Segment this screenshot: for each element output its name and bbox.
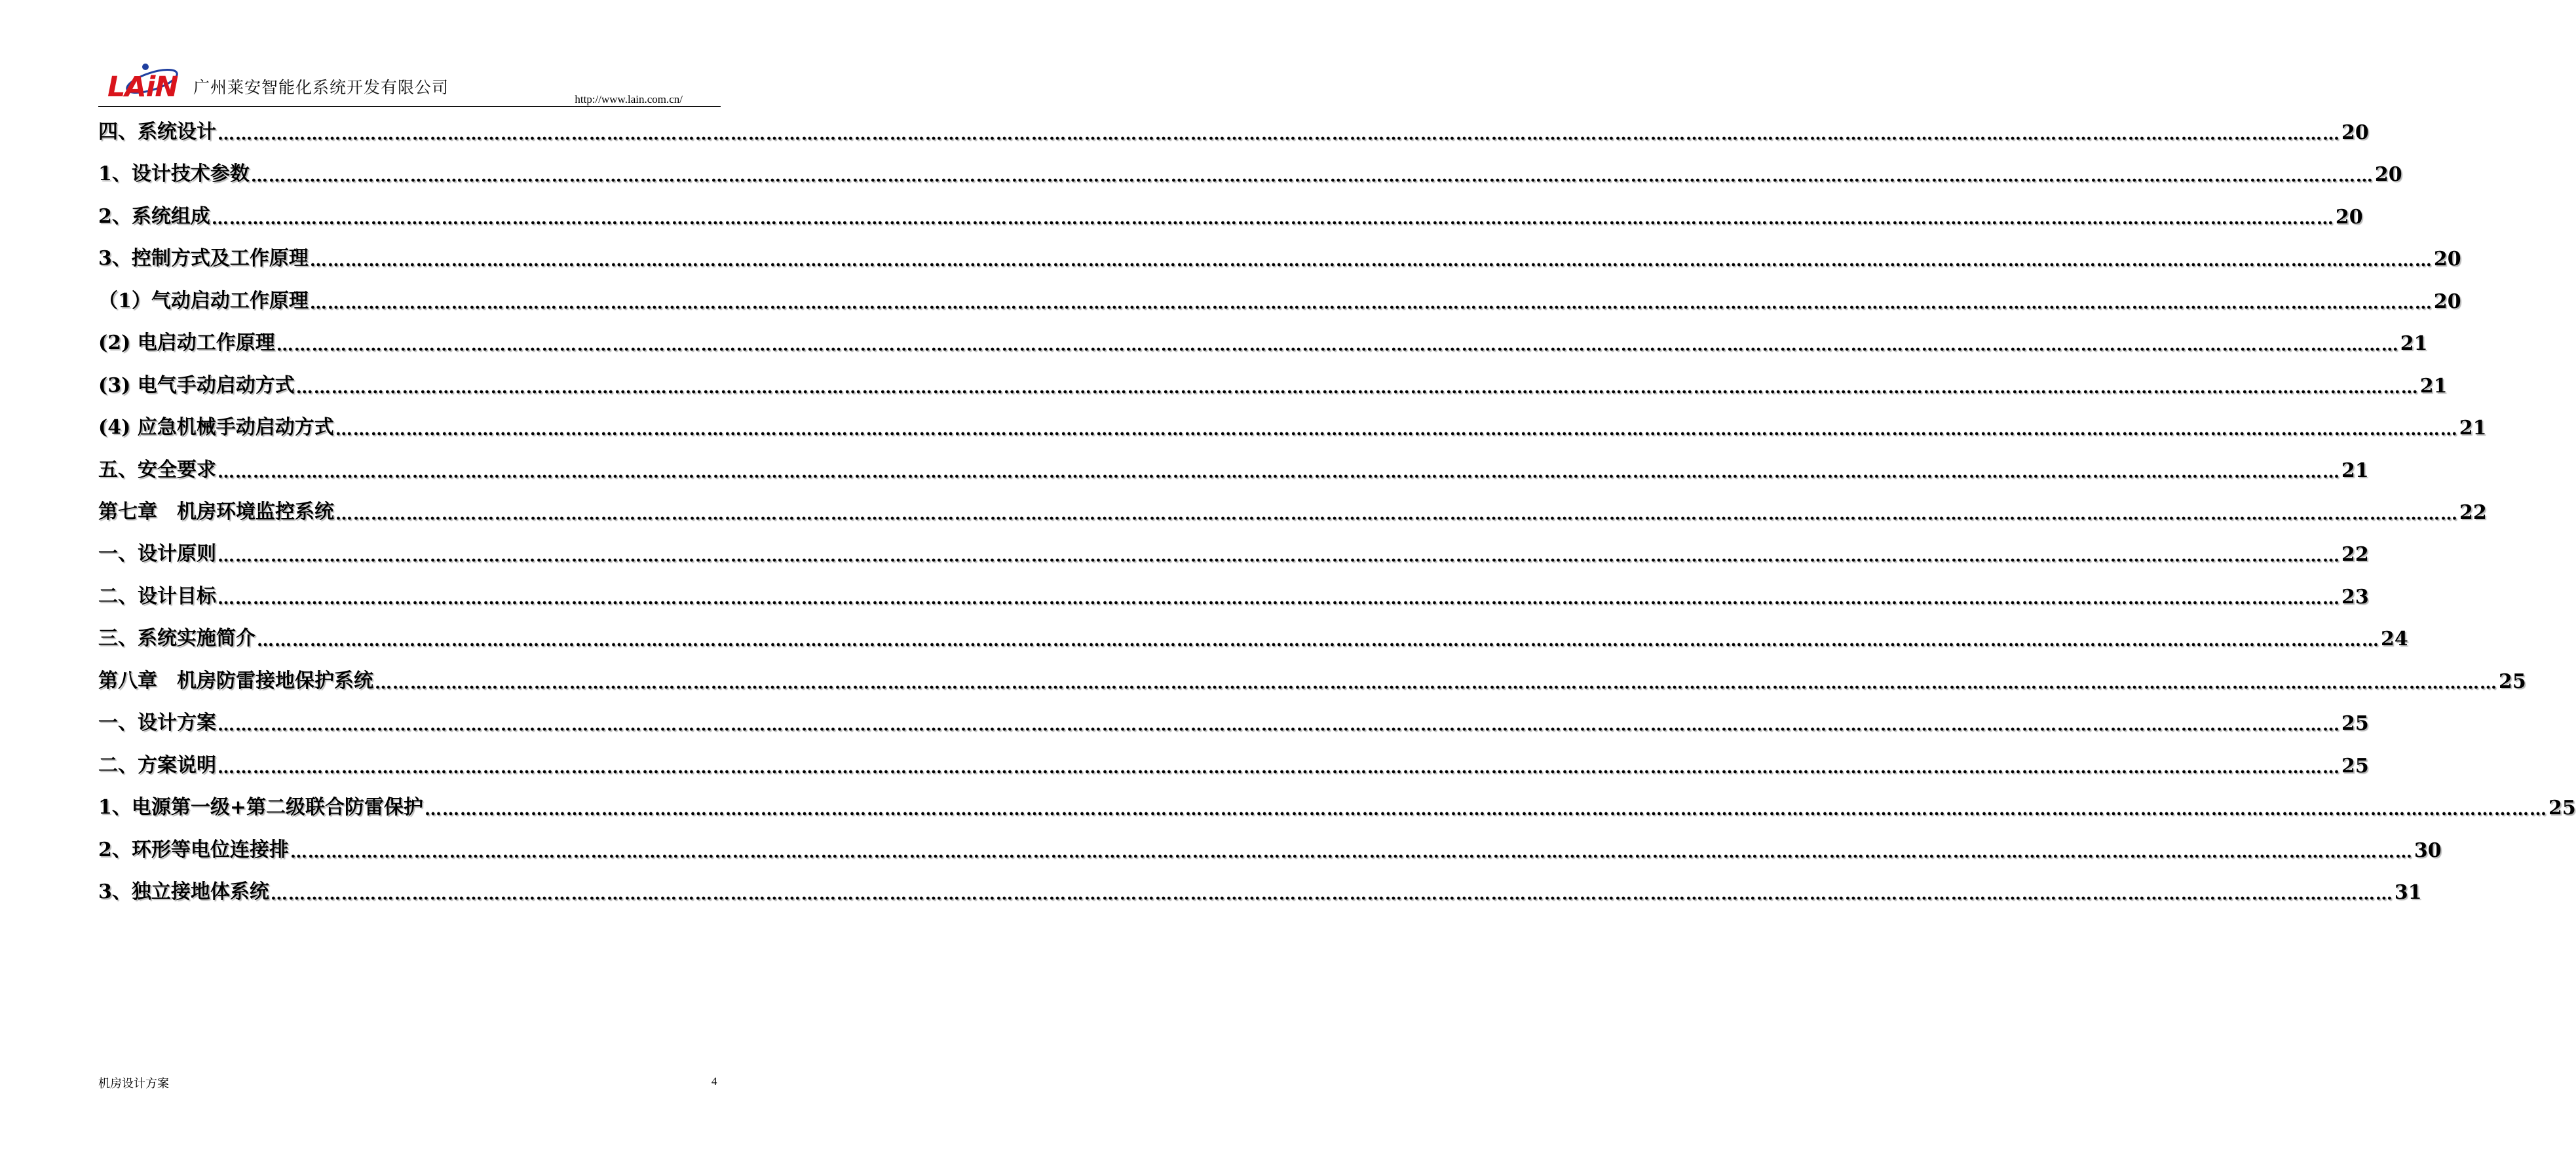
toc-entry[interactable] <box>98 153 2402 186</box>
toc-entry[interactable] <box>98 449 2369 482</box>
toc-entry-label: 一、设计原则 <box>98 542 216 565</box>
toc-leader-dots: ……………………………………………………………………………………………………………………………………………………………………………………………………………………………………………………………………………………………………………………………… <box>309 251 2433 271</box>
toc-entry-label: 五、安全要求 <box>98 459 216 481</box>
toc-leader-dots: ……………………………………………………………………………………………………………………………………………………………………………………………………………………………………………………………………………………………………………………………… <box>290 842 2413 862</box>
toc-entry-label: 四、系统设计 <box>98 121 216 143</box>
toc-entry[interactable] <box>98 196 2363 229</box>
toc-entry-label: 第八章 机房防雷接地保护系统 <box>98 669 373 692</box>
toc-entry-page: 24 <box>2381 628 2408 650</box>
toc-entry-page: 25 <box>2341 755 2369 778</box>
toc-entry-label: 一、设计方案 <box>98 711 216 734</box>
toc-leader-dots: ……………………………………………………………………………………………………………………………………………………………………………………………………………………………………………………………………………………………………………………………… <box>257 631 2379 650</box>
toc-entry-page: 21 <box>2341 459 2369 482</box>
toc-leader-dots: ……………………………………………………………………………………………………………………………………………………………………………………………………………………………………………………………………………………………………………………………… <box>218 546 2340 566</box>
toc-entry[interactable] <box>98 280 2461 313</box>
toc-leader-dots: ……………………………………………………………………………………………………………………………………………………………………………………………………………………………………………………………………………………………………………………………… <box>211 209 2334 229</box>
toc-entry-page: 21 <box>2459 417 2487 440</box>
toc-entry-label: 二、方案说明 <box>98 754 216 777</box>
company-logo <box>106 58 183 104</box>
toc-leader-dots: ……………………………………………………………………………………………………………………………………………………………………………………………………………………………………………………………………………………………………………………………… <box>276 335 2399 355</box>
toc-entry[interactable] <box>98 533 2369 566</box>
toc-entry-page: 21 <box>2419 375 2448 398</box>
toc-entry[interactable] <box>98 322 2428 355</box>
toc-entry-label: (4) 应急机械手动启动方式 <box>98 416 334 439</box>
toc-leader-dots: ……………………………………………………………………………………………………………………………………………………………………………………………………………………………………………………………………………………………………………………………… <box>218 715 2340 735</box>
toc-leader-dots: ……………………………………………………………………………………………………………………………………………………………………………………………………………………………………………………………………………………………………………………………… <box>335 420 2458 440</box>
toc-entry[interactable] <box>98 618 2408 650</box>
toc-entry-label: 三、系统实施简介 <box>98 627 256 650</box>
toc-entry-label: 2、系统组成 <box>98 205 210 228</box>
toc-leader-dots: ……………………………………………………………………………………………………………………………………………………………………………………………………………………………………………………………………………………………………………………………… <box>218 462 2340 482</box>
toc-entry[interactable] <box>98 111 2369 144</box>
toc-entry[interactable] <box>98 238 2461 271</box>
toc-entry-page: 20 <box>2341 121 2369 144</box>
toc-entry-label: (2) 电启动工作原理 <box>98 331 275 354</box>
toc-entry[interactable] <box>98 745 2369 778</box>
toc-entry[interactable] <box>98 829 2442 862</box>
toc-entry[interactable] <box>98 365 2448 398</box>
toc-leader-dots: ……………………………………………………………………………………………………………………………………………………………………………………………………………………………………………………………………………………………………………………………… <box>218 758 2340 778</box>
toc-leader-dots: ……………………………………………………………………………………………………………………………………………………………………………………………………………………………………………………………………………………………………………………………… <box>375 673 2497 693</box>
toc-entry-page: 20 <box>2335 206 2363 229</box>
toc-entry-page: 25 <box>2499 670 2526 693</box>
toc-entry-page: 20 <box>2433 290 2461 313</box>
toc-leader-dots: ……………………………………………………………………………………………………………………………………………………………………………………………………………………………………………………………………………………………………………………………… <box>295 378 2419 398</box>
toc-leader-dots: ……………………………………………………………………………………………………………………………………………………………………………………………………………………………………………………………………………………………………………………………… <box>218 124 2340 144</box>
toc-entry-label: 1、电源第一级+第二级联合防雷保护 <box>98 796 424 819</box>
toc-entry-label: （1）气动启动工作原理 <box>98 290 309 312</box>
header-divider <box>98 106 721 107</box>
toc-leader-dots: ……………………………………………………………………………………………………………………………………………………………………………………………………………………………………………………………………………………………………………………………… <box>335 504 2458 524</box>
toc-entry-page: 22 <box>2459 501 2487 524</box>
toc-entry-page: 30 <box>2414 839 2442 862</box>
toc-entry-page: 25 <box>2341 712 2369 735</box>
toc-entry-label: 3、控制方式及工作原理 <box>98 247 309 270</box>
toc-entry-page: 31 <box>2394 881 2422 904</box>
company-url: http://www.lain.com.cn/ <box>575 93 683 105</box>
toc-leader-dots: ……………………………………………………………………………………………………………………………………………………………………………………………………………………………………………………………………………………………………………………………… <box>270 884 2393 904</box>
toc-entry-page: 22 <box>2341 543 2369 566</box>
toc-entry-page: 25 <box>2548 797 2576 819</box>
toc-entry-label: 二、设计目标 <box>98 585 216 608</box>
toc-entry[interactable] <box>98 702 2369 735</box>
toc-entry[interactable] <box>98 787 2576 819</box>
toc-entry-label: (3) 电气手动启动方式 <box>98 374 295 397</box>
company-name: 广州莱安智能化系统开发有限公司 <box>193 78 449 97</box>
toc-entry[interactable] <box>98 576 2369 609</box>
toc-entry-page: 20 <box>2433 248 2461 271</box>
toc-entry-page: 20 <box>2374 163 2402 186</box>
toc-entry[interactable] <box>98 871 2422 904</box>
toc-leader-dots: ……………………………………………………………………………………………………………………………………………………………………………………………………………………………………………………………………………………………………………………………… <box>218 589 2340 609</box>
toc-leader-dots: ……………………………………………………………………………………………………………………………………………………………………………………………………………………………………………………………………………………………………………………………… <box>425 800 2548 819</box>
logo-text: LAiN <box>107 71 178 104</box>
toc-entry[interactable] <box>98 491 2487 524</box>
toc-leader-dots: ……………………………………………………………………………………………………………………………………………………………………………………………………………………………………………………………………………………………………………………………… <box>309 293 2433 313</box>
toc-entry[interactable] <box>98 407 2487 440</box>
footer-page-number: 4 <box>711 1075 717 1087</box>
toc-leader-dots: ……………………………………………………………………………………………………………………………………………………………………………………………………………………………………………………………………………………………………………………………… <box>250 166 2374 186</box>
toc-entry-label: 第七章 机房环境监控系统 <box>98 500 334 523</box>
page-header <box>98 58 721 107</box>
toc-entry[interactable] <box>98 660 2526 693</box>
toc-entry-label: 3、独立接地体系统 <box>98 880 269 903</box>
toc-entry-page: 23 <box>2341 586 2369 609</box>
toc-entry-label: 2、环形等电位连接排 <box>98 838 289 861</box>
footer-document-title: 机房设计方案 <box>98 1077 169 1091</box>
toc-entry-page: 21 <box>2400 332 2428 355</box>
toc-entry-label: 1、设计技术参数 <box>98 162 250 185</box>
